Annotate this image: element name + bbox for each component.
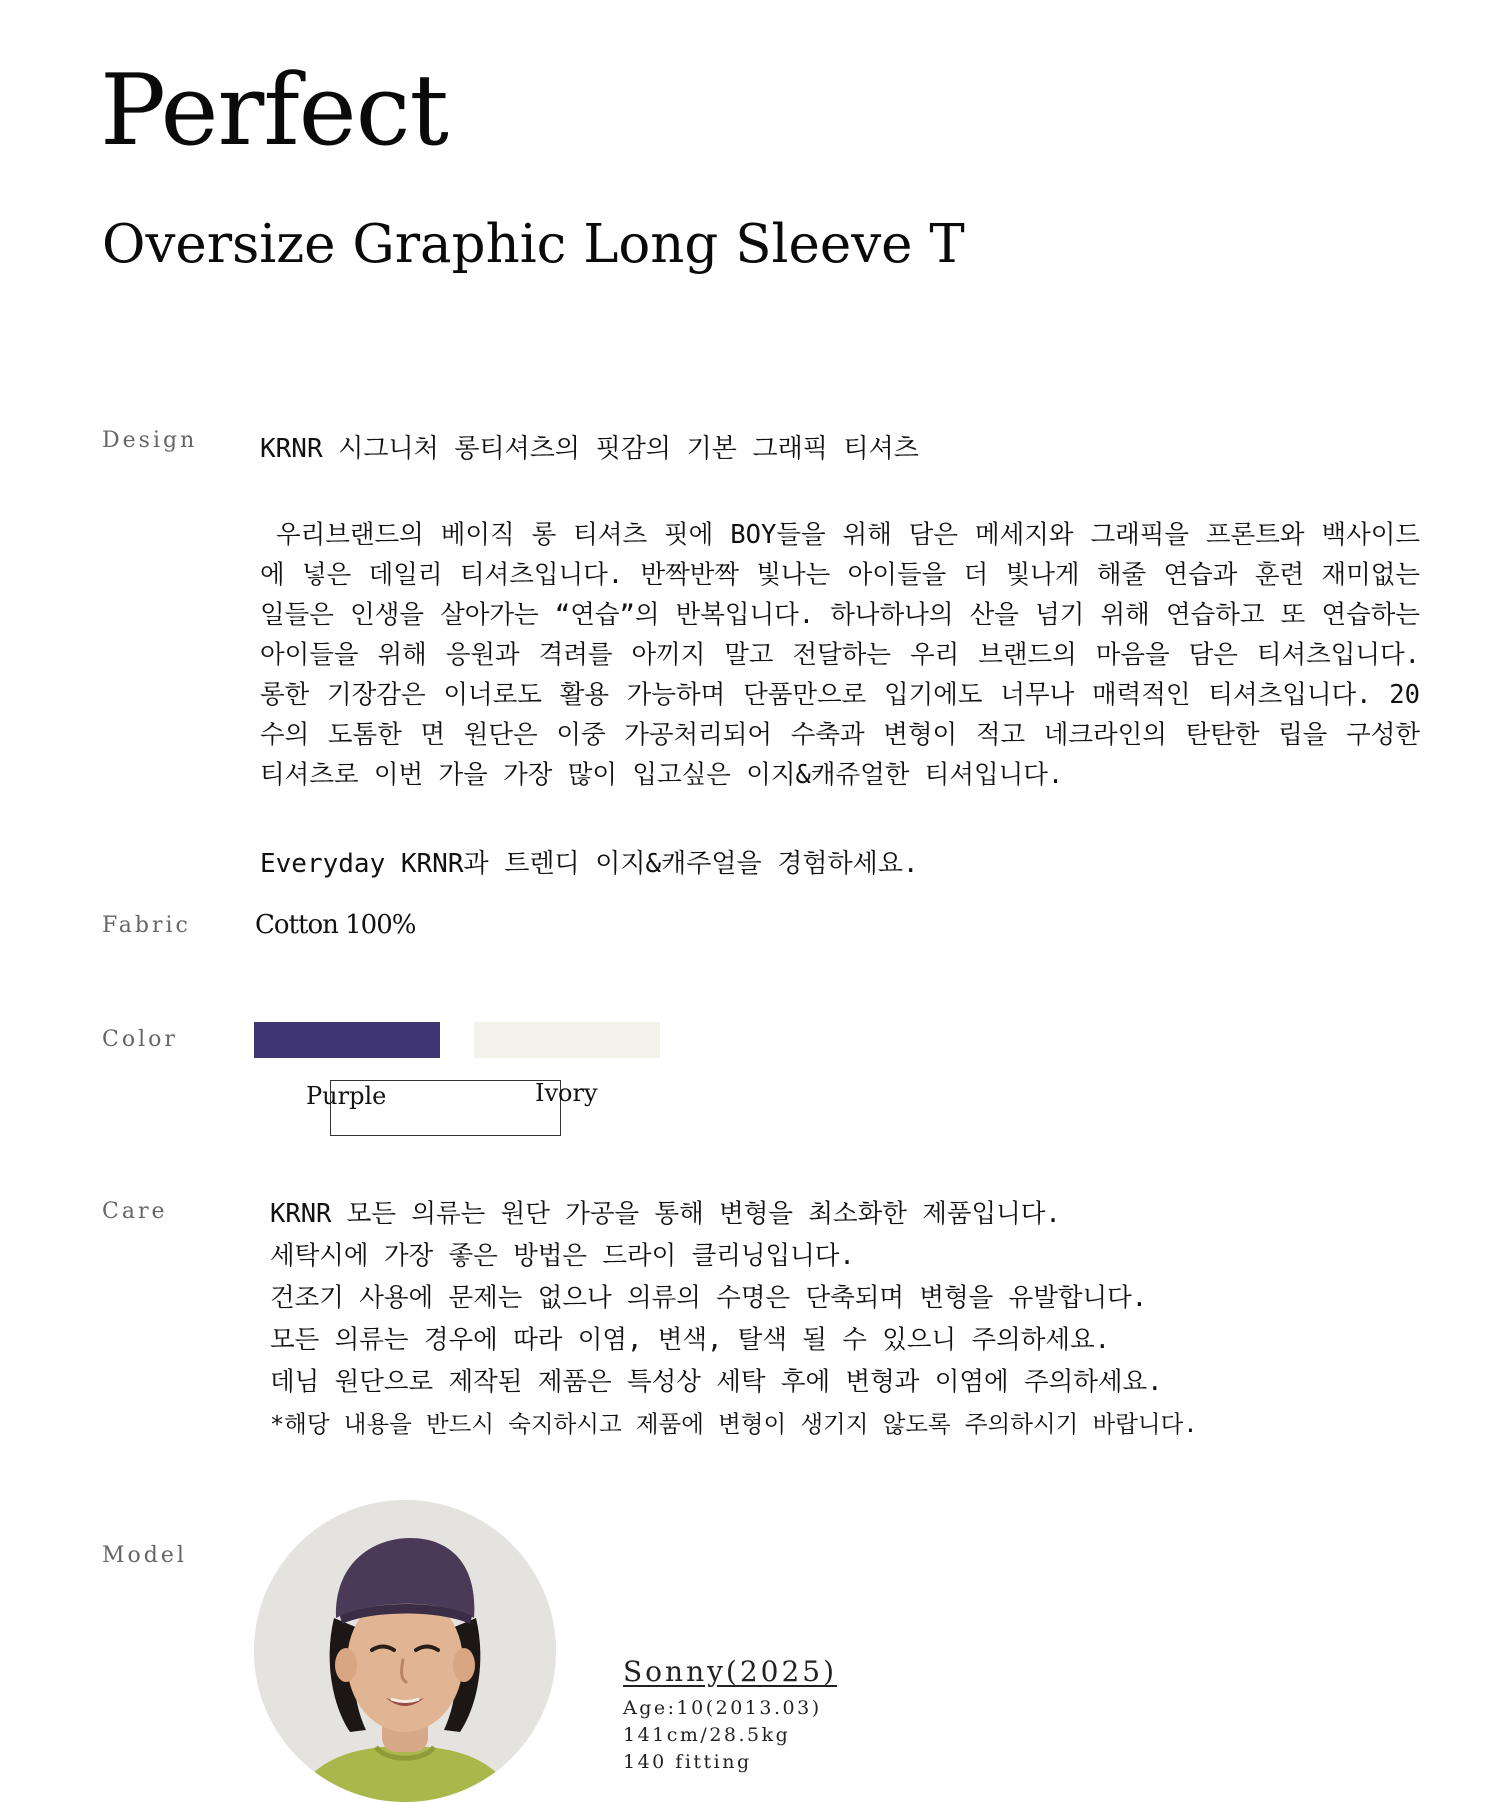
care-line: 모든 의류는 경우에 따라 이염, 변색, 탈색 될 수 있으니 주의하세요. bbox=[270, 1325, 1111, 1355]
care-instructions bbox=[270, 1193, 1197, 1445]
design-headline: KRNR 시그니처 롱티셔츠의 핏감의 기본 그래픽 티셔츠 bbox=[260, 434, 919, 464]
section-label-fabric: Fabric bbox=[102, 913, 191, 938]
design-tagline: Everyday KRNR과 트렌디 이지&캐주얼을 경험하세요. bbox=[260, 849, 919, 879]
care-line: KRNR 모든 의류는 원단 가공을 통해 변형을 최소화한 제품입니다. bbox=[270, 1199, 1061, 1229]
model-photo bbox=[254, 1500, 556, 1802]
section-label-design: Design bbox=[102, 428, 198, 453]
color-swatch-purple[interactable] bbox=[254, 1022, 440, 1058]
product-brand-title: Perfect bbox=[100, 54, 448, 168]
model-illustration bbox=[254, 1500, 556, 1802]
color-name-ivory: Ivory bbox=[535, 1079, 598, 1107]
color-name-purple: Purple bbox=[306, 1082, 387, 1110]
care-line: 세탁시에 가장 좋은 방법은 드라이 클리닝입니다. bbox=[270, 1241, 855, 1271]
section-label-model: Model bbox=[102, 1543, 187, 1568]
care-line: 데님 원단으로 제작된 제품은 특성상 세탁 후에 변형과 이염에 주의하세요. bbox=[270, 1367, 1163, 1397]
section-label-color: Color bbox=[102, 1027, 178, 1052]
product-name: Oversize Graphic Long Sleeve T bbox=[102, 214, 965, 275]
model-name: Sonny(2025) bbox=[623, 1655, 838, 1688]
fabric-value: Cotton 100% bbox=[255, 910, 416, 940]
model-size: 141cm/28.5kg bbox=[623, 1724, 791, 1746]
model-age: Age:10(2013.03) bbox=[623, 1697, 822, 1719]
design-description: 우리브랜드의 베이직 롱 티셔츠 핏에 BOY들을 위해 담은 메세지와 그래픽을 프론트와 백사이드에 넣은 데일리 티셔츠입니다. 반짝반짝 빛나는 아이들을 더 빛나게 해줄 연습과 훈련 재미없는 일들은 인생을 살아가는 “연습”의 반복입니다. 하나하나의 산을 넘기 위해 연습하고 또 연습하는 아이들을 위해 응원과 격려를 아끼지 말고 전달하는 우리 브랜드의 마음을 담은 티셔츠입니다. 롱한 기장감은 이너로도 활용 가능하며 단품만으로 입기에도 너무나 매력적인 티셔츠입니다. 20수의 도톰한 면 원단은 이중 가공처리되어 수축과 변형이 적고 네크라인의 탄탄한 립을 구성한 티셔츠로 이번 가을 가장 많이 입고싶은 이지&캐쥬얼한 티셔입니다. bbox=[260, 520, 1420, 790]
section-label-care: Care bbox=[102, 1199, 168, 1224]
care-line: 건조기 사용에 문제는 없으나 의류의 수명은 단축되며 변형을 유발합니다. bbox=[270, 1283, 1148, 1313]
color-swatch-ivory[interactable] bbox=[474, 1022, 660, 1058]
care-note: *해당 내용을 반드시 숙지하시고 제품에 변형이 생기지 않도록 주의하시기 바랍니다. bbox=[270, 1410, 1198, 1438]
model-fitting: 140 fitting bbox=[623, 1751, 752, 1773]
